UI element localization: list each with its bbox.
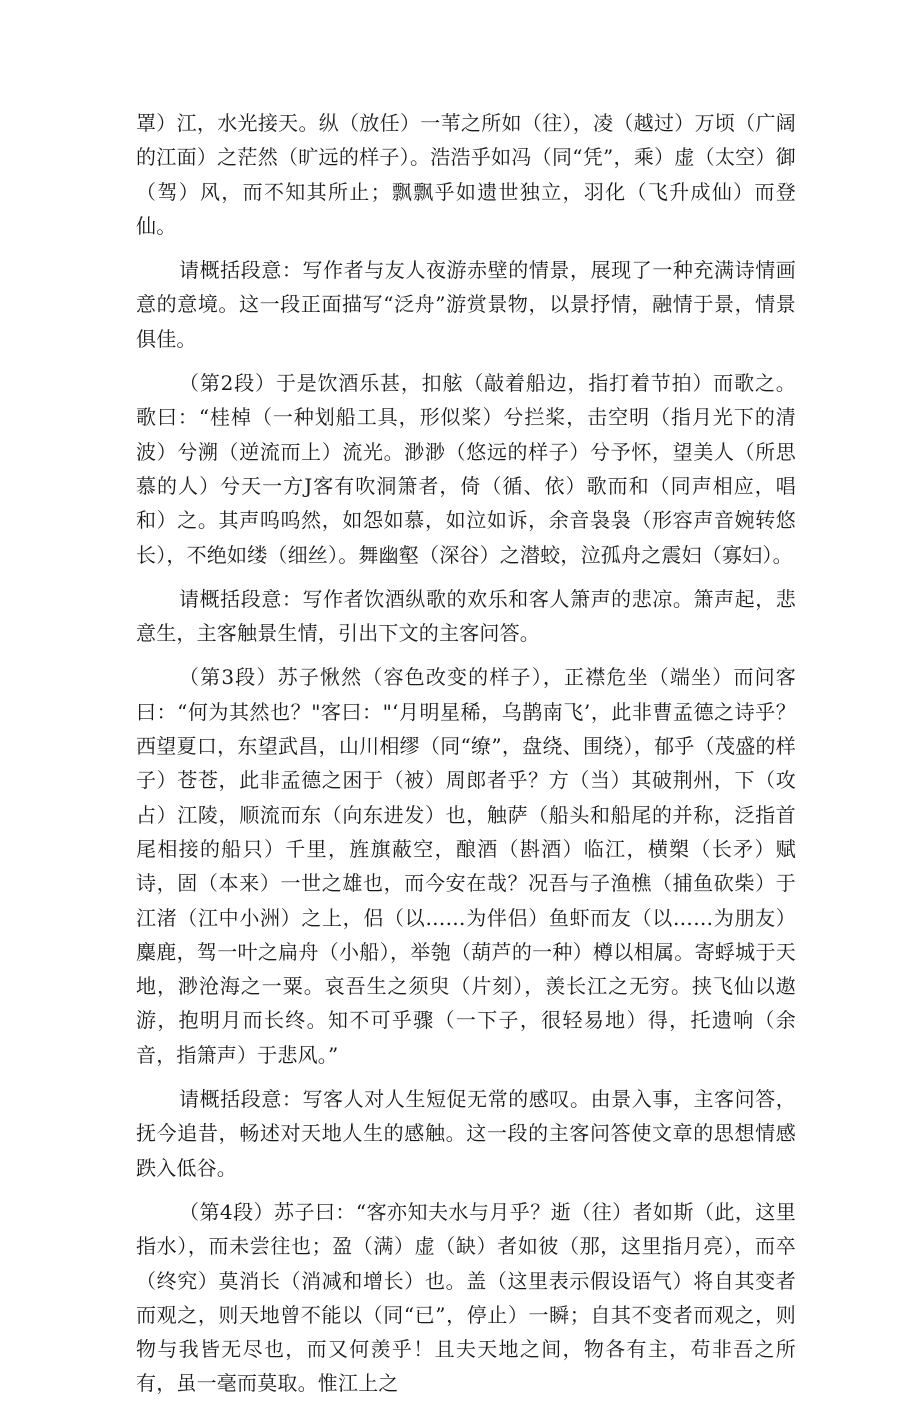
paragraph-continuation: 罩）江，水光接天。纵（放任）一苇之所如（往），凌（越过）万顷（广阔的江面）之茫然（旷远的样子）。浩浩乎如冯（同“凭”，乘）虚（太空）御（驾）风，而不知其所止；飘飘乎如遗世独立，羽化（飞升成仙）而登仙。 [136, 111, 796, 238]
paragraph-section-3: （第3段）苏子愀然（容色改变的样子），正襟危坐（端坐）而问客曰：“何为其然也？"客曰："‘月明星稀，乌鹊南飞’，此非曹孟德之诗乎？西望夏口，东望武昌，山川相缪（同“缭”，盘绕、围绕），郁乎（茂盛的样子）苍苍，此非孟德之困于（被）周郎者乎？方（当）其破荆州，下（攻占）江陵，顺流而东（向东进发）也，触萨（船头和船尾的并称，泛指首尾相接的船只）千里，旌旗蔽空，酿酒（斟酒）临江，横槊（长矛）赋诗，固（本来）一世之雄也，而今安在哉？况吾与子渔樵（捕鱼砍柴）于江渚（江中小洲）之上，侣（以……为伴侣）鱼虾而友（以……为朋友）麋鹿，驾一叶之扁舟（小船），举匏（葫芦的一种）樽以相属。寄蜉城于天地，渺沧海之一粟。哀吾生之须臾（片刻），羡长江之无穷。挟飞仙以遨游，抱明月而长终。知不可乎骤（一下子，很轻易地）得，托遗响（余音，指箫声）于悲风。” [136, 665, 796, 1067]
paragraph-section-4: （第4段）苏子曰：“客亦知夫水与月乎？逝（往）者如斯（此，这里指水），而未尝往也；盈（满）虚（缺）者如彼（那，这里指月亮），而卒（终究）莫消长（消减和增长）也。盖（这里表示假设语气）将自其变者而观之，则天地曾不能以（同“已”，停止）一瞬；自其不变者而观之，则物与我皆无尽也，而又何羡乎！且夫天地之间，物各有主，苟非吾之所有，虽一毫而莫取。惟江上之 [136, 1199, 796, 1396]
paragraph-summary-1: 请概括段意：写作者与友人夜游赤壁的情景，展现了一种充满诗情画意的意境。这一段正面描写“泛舟”游赏景物，以景抒情，融情于景，情景俱佳。 [136, 258, 796, 351]
paragraph-summary-3: 请概括段意：写客人对人生短促无常的感叹。由景入事，主客问答，抚今追昔，畅述对天地人生的感触。这一段的主客问答使文章的思想情感跌入低谷。 [136, 1087, 796, 1180]
paragraph-summary-2: 请概括段意：写作者饮酒纵歌的欢乐和客人箫声的悲凉。箫声起，悲意生，主客触景生情，引出下文的主客问答。 [136, 586, 796, 646]
document-page [136, 106, 796, 1411]
paragraph-section-2: （第2段）于是饮酒乐甚，扣舷（敲着船边，指打着节拍）而歌之。歌曰：“桂棹（一种划船工具，形似桨）兮拦桨，击空明（指月光下的清波）兮溯（逆流而上）流光。渺渺（悠远的样子）兮予怀，望美人（所思慕的人）兮天一方J客有吹洞箫者，倚（循、依）歌而和（同声相应，唱和）之。其声呜呜然，如怨如慕，如泣如诉，余音袅袅（形容声音婉转悠长），不绝如缕（细丝）。舞幽壑（深谷）之潜蛟，泣孤舟之震妇（寡妇）。 [136, 371, 796, 567]
